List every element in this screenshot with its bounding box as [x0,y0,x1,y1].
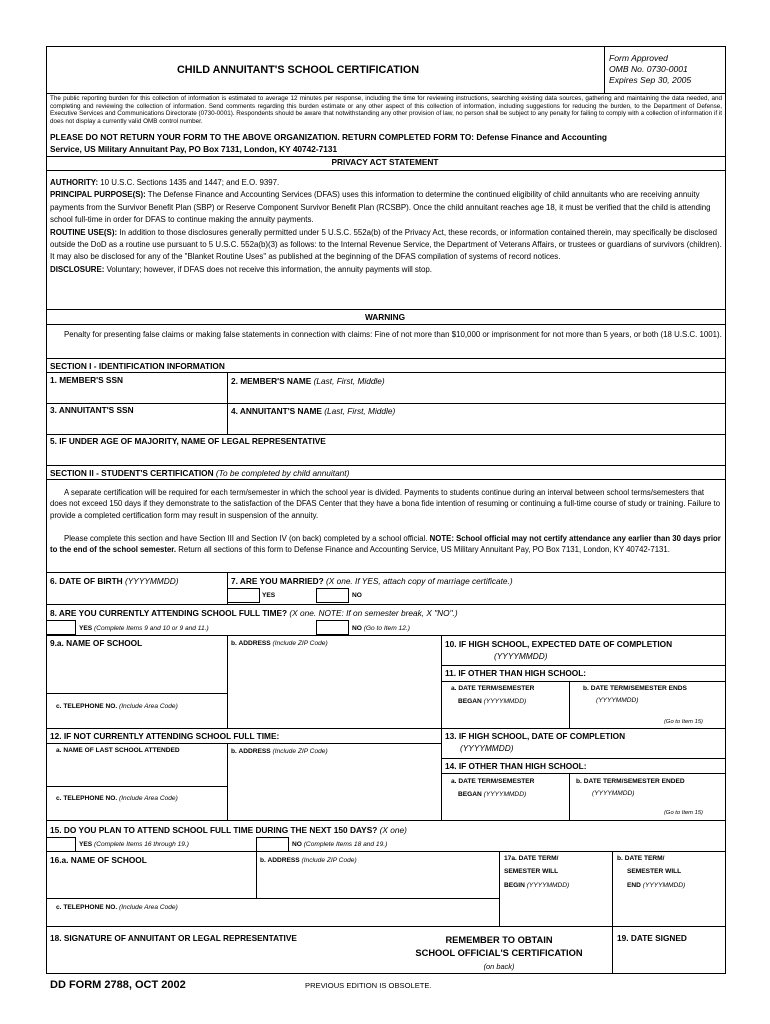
plan-attend-no-checkbox[interactable] [256,837,289,852]
future-school-field[interactable] [50,868,254,896]
married-label: 7. ARE YOU MARRIED? (X one. If YES, attach copy of marriage certificate.) [231,576,513,586]
last-school-field[interactable] [50,758,226,784]
remember-line2: SCHOOL OFFICIAL'S CERTIFICATION [415,948,583,958]
section2-note: Please complete this section and have Section III and Section IV (on back) completed by a school official. NOTE: School official may not certify attendance any earlier than 30 days prior to the end of the school semester. Return all sections of this form to Defense Finance and Accounting Service, US Military Annuitant Pay, PO Box 7131, London, KY 40742-7131. [50,534,721,555]
return-address: Service, US Military Annuitant Pay, PO Box 7131, London, KY 40742-7131 [50,144,338,154]
full-time-no-label: NO (Go to Item 12.) [352,625,410,632]
obsolete-notice: PREVIOUS EDITION IS OBSOLETE. [305,981,432,990]
hs-completed-label: 13. IF HIGH SCHOOL, DATE OF COMPLETION [445,731,626,741]
goto-item15-a: (Go to Item 15) [664,719,703,725]
last-school-phone-label: c. TELEPHONE NO. (Include Area Code) [56,795,178,802]
annuitant-name-label: 4. ANNUITANT'S NAME (Last, First, Middle) [231,406,396,416]
term-began-prev-label: a. DATE TERM/SEMESTER [451,778,535,785]
disclosure-label: DISCLOSURE: [50,264,105,274]
privacy-heading: PRIVACY ACT STATEMENT [331,157,439,167]
form-title: CHILD ANNUITANT'S SCHOOL CERTIFICATION [177,64,420,76]
hs-completion-format: (YYYYMMDD) [494,651,548,661]
term-began-prev-field[interactable] [446,801,566,818]
section2-instructions: A separate certification will be required for each term/semester in which the school year is divided. Payments to students continue during an interval between school terms/semesters that does not exceed 150 days if they demonstrate to the satisfaction of the DFAS Center that they have a bona fide intention of resuming or continuing a full-time course of study or training. Failure to provide a completed certification form may result in suspension of the annuity. [50,488,721,520]
annuitant-ssn-field[interactable] [50,417,226,432]
dob-label: 6. DATE OF BIRTH (YYYYMMDD) [50,576,179,586]
plan-attend-yes-checkbox[interactable] [46,837,76,852]
term-began-prev-format: BEGAN (YYYYMMDD) [458,791,527,798]
hs-completed-format: (YYYYMMDD) [460,743,514,753]
legal-rep-label: 5. IF UNDER AGE OF MAJORITY, NAME OF LEGAL REPRESENTATIVE [50,436,326,446]
school-phone-field[interactable] [50,712,226,726]
term-began-format: BEGAN (YYYYMMDD) [458,698,527,705]
legal-rep-field[interactable] [50,448,722,463]
term-began-field[interactable] [446,708,566,726]
other-school-label: 11. IF OTHER THAN HIGH SCHOOL: [445,668,587,678]
member-ssn-field[interactable] [50,387,226,402]
omb-number: OMB No. 0730-0001 [609,64,688,74]
school-address-field[interactable] [231,651,439,726]
plan-attend-yes-label: YES (Complete Items 16 through 19.) [79,841,189,848]
routine-label: ROUTINE USE(S): [50,227,118,237]
term-ends-label: b. DATE TERM/SEMESTER ENDS [583,685,687,692]
dob-field[interactable] [50,588,226,603]
last-school-label: a. NAME OF LAST SCHOOL ATTENDED [56,747,180,754]
purpose-text: The Defense Finance and Accounting Services (DFAS) uses this information to determine the continued eligibility of child annuitants who are receiving annuity payments from the Survivor Benefit Plan (SBP) or Reserve Component Survivor Benefit Plan (RCSBP). Once the child annuitant reaches age 18, it must be verified that the child is attending school full-time in order for DFAS to continue making the annuity payments. [50,190,711,225]
full-time-yes-label: YES (Complete Items 9 and 10 or 9 and 11.) [79,625,209,632]
will-begin-format: BEGIN (YYYYMMDD) [504,882,570,889]
signature-label: 18. SIGNATURE OF ANNUITANT OR LEGAL REPRESENTATIVE [50,933,297,943]
hs-completion-label: 10. IF HIGH SCHOOL, EXPECTED DATE OF COMPLETION [445,639,673,649]
member-name-label: 2. MEMBER'S NAME (Last, First, Middle) [231,376,385,386]
school-name-label: 9.a. NAME OF SCHOOL [50,638,143,648]
full-time-question: 8. ARE YOU CURRENTLY ATTENDING SCHOOL FULL TIME? (X one. NOTE: If on semester break, X "NO".) [50,608,458,618]
plan-attend-no-label: NO (Complete Items 18 and 19.) [292,841,388,848]
routine-text: In addition to those disclosures generally permitted under 5 U.S.C. 552a(b) of the Privacy Act, these records, or information contained therein, may specifically be disclosed outside the DoD as a routine use pursuant to 5 U.S.C. 552a(b)(3) as follows: to the Internal Revenue Service, the Department of Veterans Affairs, or trustees or guardians of survivors (children). It may also be disclosed for any of the "Blanket Routine Uses" as published at the beginning of the DFAS compilation of systems of record notices. [50,227,722,262]
term-ended-format: (YYYYMMDD) [592,790,635,797]
remember-line3: (on back) [483,962,515,971]
will-end-label: b. DATE TERM/ [617,855,665,862]
married-yes-label: YES [262,592,276,599]
warning-text: Penalty for presenting false claims or making false statements in connection with claims: Fine of not more than $10,000 or imprisonment for not more than 5 years, or both (18 U.S.C. 1001). [64,330,722,339]
school-name-field[interactable] [50,651,226,691]
omb-expiration: Expires Sep 30, 2005 [609,75,692,85]
last-school-address-field[interactable] [231,758,439,818]
member-ssn-label: 1. MEMBER'S SSN [50,375,123,385]
will-begin-label-2: SEMESTER WILL [504,868,559,875]
plan-attend-question: 15. DO YOU PLAN TO ATTEND SCHOOL FULL TIME DURING THE NEXT 150 DAYS? (X one) [50,825,407,835]
future-school-label: 16.a. NAME OF SCHOOL [50,855,147,865]
annuitant-ssn-label: 3. ANNUITANT'S SSN [50,405,134,415]
authority-label: AUTHORITY: [50,178,99,187]
last-school-phone-field[interactable] [50,804,226,818]
signature-field[interactable] [50,946,380,972]
burden-statement: The public reporting burden for this collection of information is estimated to average 12 minutes per response, including the time for reviewing instructions, searching existing data sources, gathering and maintaining the data needed, and completing and reviewing the collection of information. Send comments regarding this burden estimate or any other aspect of this collection of information, including suggestions for reducing the burden, to the Department of Defense, Executive Services and Communications Directorate (0730-0001). Respondents should be aware that notwithstanding any other provision of law, no person shall be subject to any penalty for failing to comply with a collection of information if it does not display a currently valid OMB control number. [50,95,722,125]
last-school-address-label: b. ADDRESS (Include ZIP Code) [231,748,328,755]
do-not-return-notice: PLEASE DO NOT RETURN YOUR FORM TO THE ABOVE ORGANIZATION. RETURN COMPLETED FORM TO: Defense Finance and Accounting [50,132,607,142]
member-name-field[interactable] [231,387,721,402]
warning-heading: WARNING [364,312,406,322]
term-ended-label: b. DATE TERM/SEMESTER ENDED [576,778,685,785]
form-number: DD FORM 2788, OCT 2002 [50,979,186,991]
will-end-format: END (YYYYMMDD) [627,882,686,889]
date-signed-label: 19. DATE SIGNED [617,933,687,943]
privacy-text [50,177,722,276]
other-school-prev-label: 14. IF OTHER THAN HIGH SCHOOL: [445,761,587,771]
full-time-yes-checkbox[interactable] [46,620,76,635]
remember-line1: REMEMBER TO OBTAIN [445,935,553,945]
married-no-label: NO [352,592,362,599]
future-address-label: b. ADDRESS (Include ZIP Code) [260,857,357,864]
will-begin-field[interactable] [504,894,609,924]
authority-text: 10 U.S.C. Sections 1435 and 1447; and E.O. 9397. [98,178,280,187]
annuitant-name-field[interactable] [231,417,721,432]
date-signed-field[interactable] [617,946,722,972]
not-attending-label: 12. IF NOT CURRENTLY ATTENDING SCHOOL FULL TIME: [50,731,280,741]
omb-approved: Form Approved [609,53,668,63]
disclosure-text: Voluntary; however, if DFAS does not receive this information, the annuity payments will stop. [104,264,433,274]
married-yes-checkbox[interactable] [227,588,260,603]
term-began-label: a. DATE TERM/SEMESTER [451,685,535,692]
hs-completed-field[interactable] [600,743,720,757]
will-begin-label: 17a. DATE TERM/ [504,855,559,862]
future-address-field[interactable] [260,868,497,896]
school-phone-label: c. TELEPHONE NO. (Include Area Code) [56,703,178,710]
term-ends-format: (YYYYMMDD) [596,697,639,704]
will-end-label-2: SEMESTER WILL [627,868,682,875]
section2-heading: SECTION II - STUDENT'S CERTIFICATION (To be completed by child annuitant) [50,468,350,478]
married-no-checkbox[interactable] [316,588,349,603]
goto-item15-b: (Go to Item 15) [664,810,703,816]
future-phone-label: c. TELEPHONE NO. (Include Area Code) [56,904,178,911]
will-end-field[interactable] [617,894,722,924]
hs-completion-field[interactable] [600,650,720,664]
purpose-label: PRINCIPAL PURPOSE(S): [50,190,146,200]
section1-heading: SECTION I - IDENTIFICATION INFORMATION [50,361,225,371]
future-phone-field[interactable] [50,913,496,925]
school-address-label: b. ADDRESS (Include ZIP Code) [231,640,328,647]
full-time-no-checkbox[interactable] [316,620,349,635]
